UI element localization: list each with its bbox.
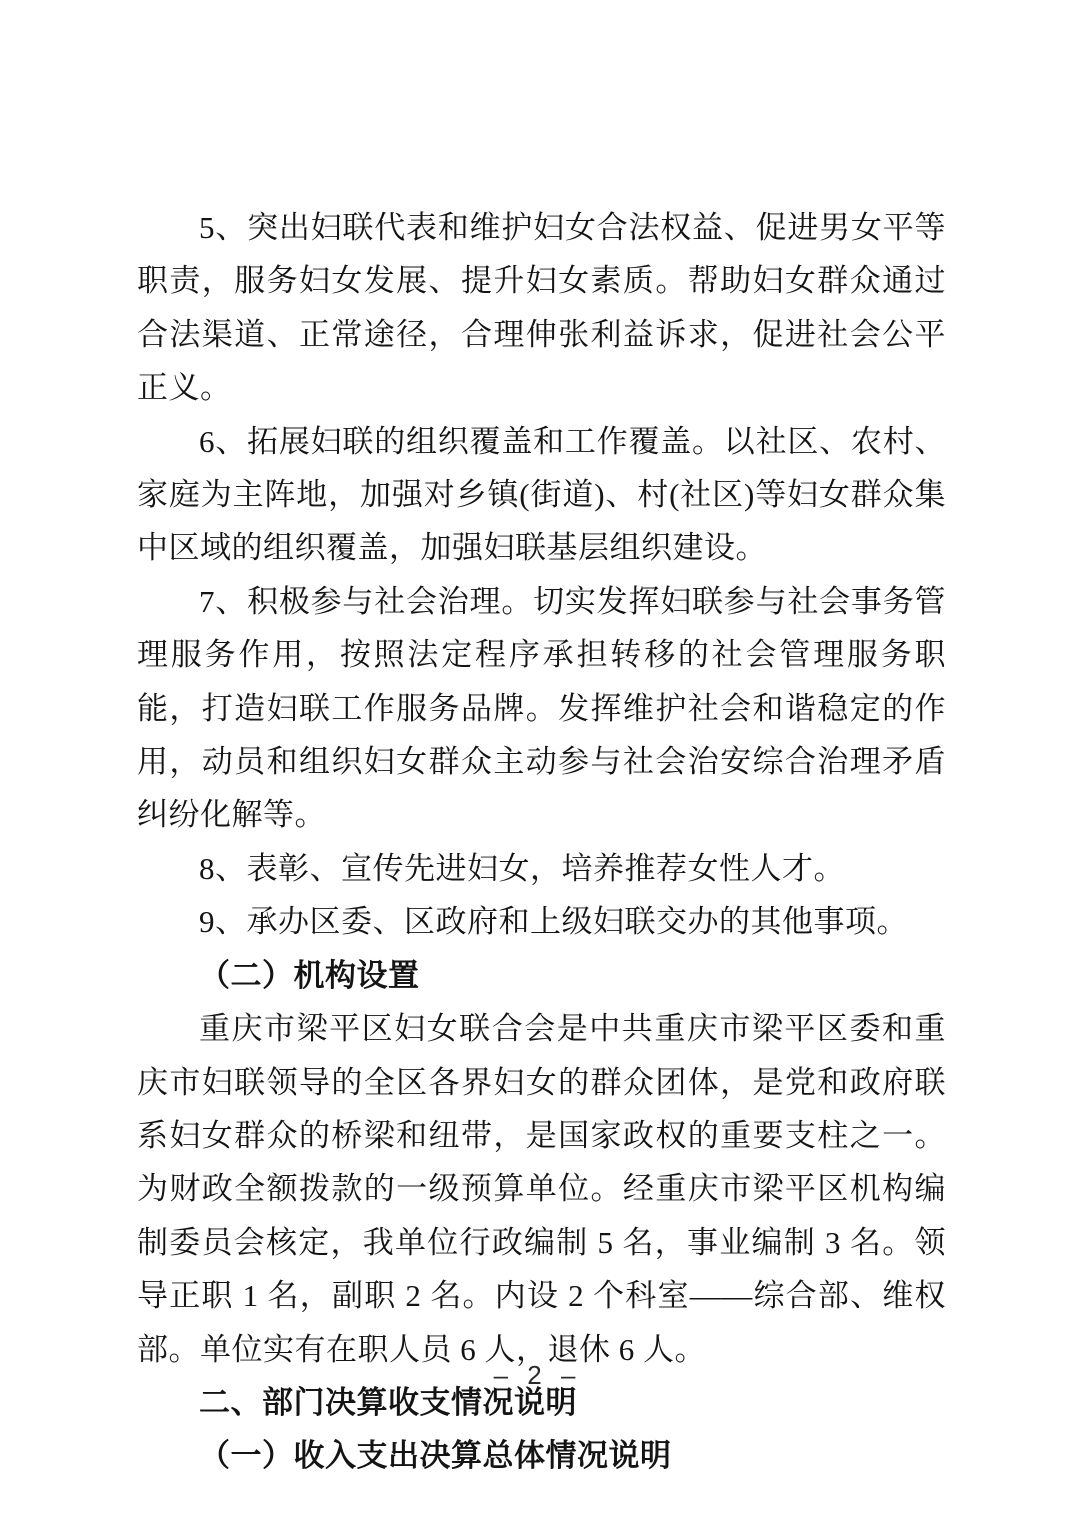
paragraph-duty-8: 8、表彰、宣传先进妇女，培养推荐女性人才。 — [199, 850, 845, 886]
subheading-income-expense-overview: （一）收入支出决算总体情况说明 — [199, 1438, 672, 1474]
section-heading-budget-summary: 二、部门决算收支情况说明 — [199, 1384, 577, 1420]
paragraph-org-description: 重庆市梁平区妇女联合会是中共重庆市梁平区委和重庆市妇联领导的全区各界妇女的群众团体，是党和政府联系妇女群众的桥梁和纽带，是国家政权的重要支柱之一。为财政全额拨款的一级预算单位。经重庆市梁平区机构编制委员会核定，我单位行政编制 5 名，事业编制 3 名。领导正职 1 名，副职 2 名。内设 2 个科室——综合部、维权部。单位实有在职人员 6 人，退休 6 人。 — [137, 1011, 946, 1367]
paragraph-duty-9: 9、承办区委、区政府和上级妇联交办的其他事项。 — [199, 904, 908, 940]
subheading-org-setup: （二）机构设置 — [199, 957, 420, 993]
page-number: – 2 – — [493, 1360, 582, 1390]
document-body — [137, 201, 946, 1483]
paragraph-duty-5: 5、突出妇联代表和维护妇女合法权益、促进男女平等职责，服务妇女发展、提升妇女素质。帮助妇女群众通过合法渠道、正常途径，合理伸张利益诉求，促进社会公平正义。 — [137, 210, 946, 406]
paragraph-duty-6: 6、拓展妇联的组织覆盖和工作覆盖。以社区、农村、家庭为主阵地，加强对乡镇(街道)、村(社区)等妇女群众集中区域的组织覆盖，加强妇联基层组织建设。 — [137, 423, 946, 566]
paragraph-duty-7: 7、积极参与社会治理。切实发挥妇联参与社会事务管理服务作用，按照法定程序承担转移的社会管理服务职能，打造妇联工作服务品牌。发挥维护社会和谐稳定的作用，动员和组织妇女群众主动参与社会治安综合治理矛盾纠纷化解等。 — [137, 583, 946, 833]
